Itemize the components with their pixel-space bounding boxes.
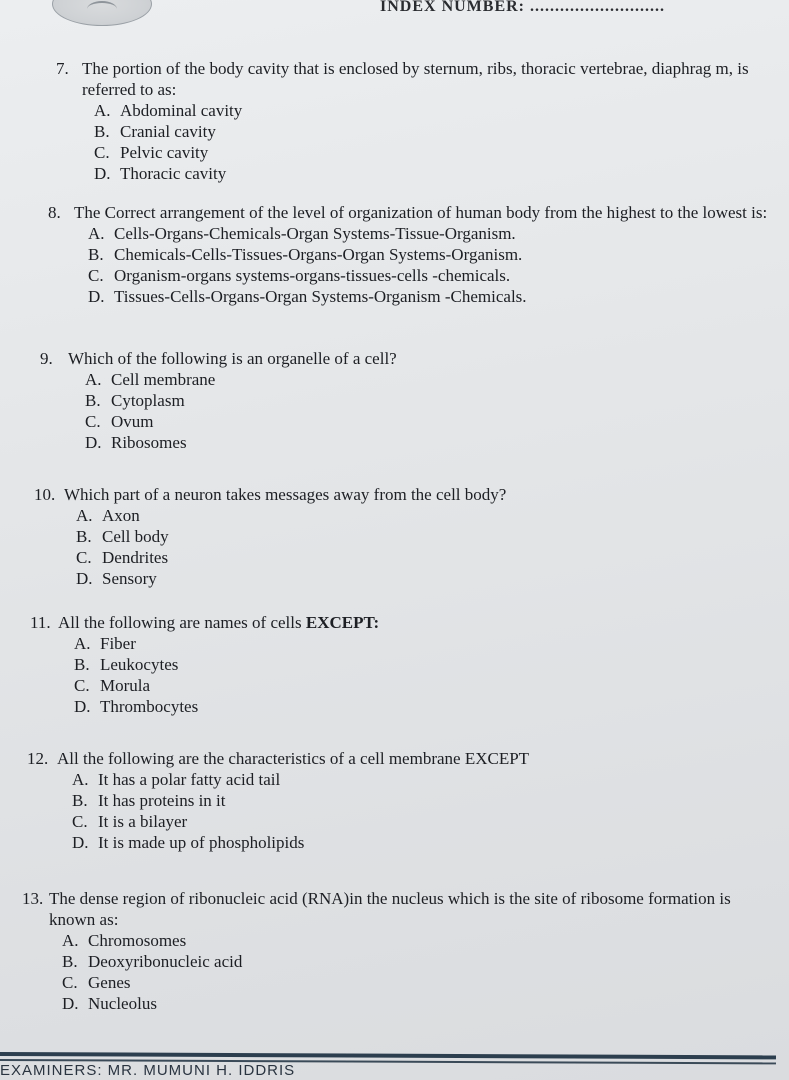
question-13 bbox=[22, 888, 767, 1014]
option-c bbox=[72, 811, 772, 832]
option-text: Axon bbox=[102, 506, 140, 525]
option-text: Pelvic cavity bbox=[120, 143, 209, 162]
option-letter: A. bbox=[85, 370, 102, 389]
option-letter: B. bbox=[85, 391, 101, 410]
option-text: Nucleolus bbox=[88, 994, 157, 1013]
option-text: Genes bbox=[88, 973, 131, 992]
option-a bbox=[85, 369, 770, 390]
option-c bbox=[88, 265, 776, 286]
question-text: The portion of the body cavity that is enclosed by sternum, ribs, thoracic vertebrae, diaphrag m, is referred to as: bbox=[82, 59, 749, 99]
option-text: Sensory bbox=[102, 569, 157, 588]
option-b bbox=[76, 526, 770, 547]
option-text: Organism-organs systems-organs-tissues-cells -chemicals. bbox=[114, 266, 511, 285]
option-c bbox=[62, 972, 767, 993]
question-text: Which of the following is an organelle of a cell? bbox=[68, 349, 397, 368]
question-text: Which part of a neuron takes messages away from the cell body? bbox=[64, 485, 507, 504]
option-a bbox=[62, 930, 767, 951]
option-a bbox=[88, 223, 776, 244]
option-letter: C. bbox=[85, 412, 101, 431]
question-number: 11. bbox=[30, 613, 51, 632]
option-text: Thrombocytes bbox=[100, 697, 199, 716]
question-number: 10. bbox=[34, 485, 56, 504]
option-text: Dendrites bbox=[102, 548, 169, 567]
question-number: 12. bbox=[27, 749, 49, 768]
option-letter: A. bbox=[72, 770, 89, 789]
option-a bbox=[76, 505, 770, 526]
question-text bbox=[58, 612, 770, 633]
option-d bbox=[88, 286, 776, 307]
question-number: 8. bbox=[48, 203, 61, 222]
option-b bbox=[62, 951, 767, 972]
option-c bbox=[94, 142, 776, 163]
question-12 bbox=[27, 748, 772, 853]
option-letter: A. bbox=[62, 931, 79, 950]
option-d bbox=[72, 832, 772, 853]
option-letter: D. bbox=[76, 569, 93, 588]
option-text: It is a bilayer bbox=[98, 812, 188, 831]
option-letter: D. bbox=[72, 833, 89, 852]
question-8 bbox=[48, 202, 776, 307]
option-b bbox=[74, 654, 770, 675]
option-text: Deoxyribonucleic acid bbox=[88, 952, 243, 971]
question-10 bbox=[34, 484, 770, 589]
question-11 bbox=[30, 612, 770, 717]
option-text: Ovum bbox=[111, 412, 154, 431]
question-text: The Correct arrangement of the level of organization of human body from the highest to the lowest is: bbox=[74, 203, 768, 222]
option-text: It has proteins in it bbox=[98, 791, 226, 810]
option-text: Cell body bbox=[102, 527, 169, 546]
option-c bbox=[74, 675, 770, 696]
option-text: Chromosomes bbox=[88, 931, 187, 950]
option-d bbox=[76, 568, 770, 589]
option-letter: D. bbox=[94, 164, 111, 183]
option-letter: D. bbox=[88, 287, 105, 306]
option-letter: B. bbox=[74, 655, 90, 674]
school-crest-logo bbox=[52, 0, 152, 26]
footer-rule bbox=[0, 1052, 776, 1059]
option-text: Abdominal cavity bbox=[120, 101, 243, 120]
option-letter: C. bbox=[94, 143, 110, 162]
option-letter: C. bbox=[88, 266, 104, 285]
option-letter: A. bbox=[88, 224, 105, 243]
option-text: Chemicals-Cells-Tissues-Organs-Organ Systems-Organism. bbox=[114, 245, 523, 264]
option-letter: B. bbox=[62, 952, 78, 971]
option-text: It is made up of phospholipids bbox=[98, 833, 305, 852]
option-text: Leukocytes bbox=[100, 655, 179, 674]
option-text: Ribosomes bbox=[111, 433, 187, 452]
option-text: Morula bbox=[100, 676, 151, 695]
option-text: Cells-Organs-Chemicals-Organ Systems-Tissue-Organism. bbox=[114, 224, 516, 243]
option-letter: A. bbox=[94, 101, 111, 120]
option-b bbox=[72, 790, 772, 811]
option-text: Cranial cavity bbox=[120, 122, 216, 141]
option-letter: B. bbox=[72, 791, 88, 810]
question-text-emphasis: EXCEPT: bbox=[305, 613, 380, 632]
option-text: Cytoplasm bbox=[111, 391, 185, 410]
examiners-footer: EXAMINERS: MR. MUMUNI H. IDDRIS bbox=[0, 1062, 296, 1079]
option-c bbox=[85, 411, 770, 432]
index-number-label: INDEX NUMBER: ........................... bbox=[380, 0, 665, 15]
option-text: Thoracic cavity bbox=[120, 164, 227, 183]
option-letter: B. bbox=[88, 245, 104, 264]
option-d bbox=[94, 163, 776, 184]
option-b bbox=[88, 244, 776, 265]
question-text-plain: All the following are names of cells bbox=[58, 613, 306, 632]
option-text: It has a polar fatty acid tail bbox=[98, 770, 281, 789]
question-text: The dense region of ribonucleic acid (RNA)in the nucleus which is the site of ribosome formation is known as: bbox=[49, 889, 731, 929]
option-letter: B. bbox=[76, 527, 92, 546]
option-letter: A. bbox=[76, 506, 93, 525]
option-letter: D. bbox=[74, 697, 91, 716]
option-letter: C. bbox=[74, 676, 90, 695]
question-number: 9. bbox=[40, 349, 53, 368]
question-number: 13. bbox=[22, 889, 44, 908]
question-9 bbox=[40, 348, 770, 453]
option-b bbox=[85, 390, 770, 411]
option-a bbox=[74, 633, 770, 654]
option-letter: C. bbox=[72, 812, 88, 831]
option-d bbox=[85, 432, 770, 453]
option-a bbox=[94, 100, 776, 121]
question-number: 7. bbox=[56, 59, 69, 78]
option-b bbox=[94, 121, 776, 142]
option-c bbox=[76, 547, 770, 568]
option-a bbox=[72, 769, 772, 790]
option-text: Fiber bbox=[100, 634, 136, 653]
question-text: All the following are the characteristics of a cell membrane EXCEPT bbox=[57, 749, 530, 768]
option-text: Cell membrane bbox=[111, 370, 216, 389]
option-letter: B. bbox=[94, 122, 110, 141]
option-letter: C. bbox=[76, 548, 92, 567]
option-letter: C. bbox=[62, 973, 78, 992]
option-d bbox=[74, 696, 770, 717]
option-letter: D. bbox=[62, 994, 79, 1013]
question-7 bbox=[56, 58, 776, 184]
option-letter: A. bbox=[74, 634, 91, 653]
option-letter: D. bbox=[85, 433, 102, 452]
option-d bbox=[62, 993, 767, 1014]
option-text: Tissues-Cells-Organs-Organ Systems-Organism -Chemicals. bbox=[114, 287, 527, 306]
